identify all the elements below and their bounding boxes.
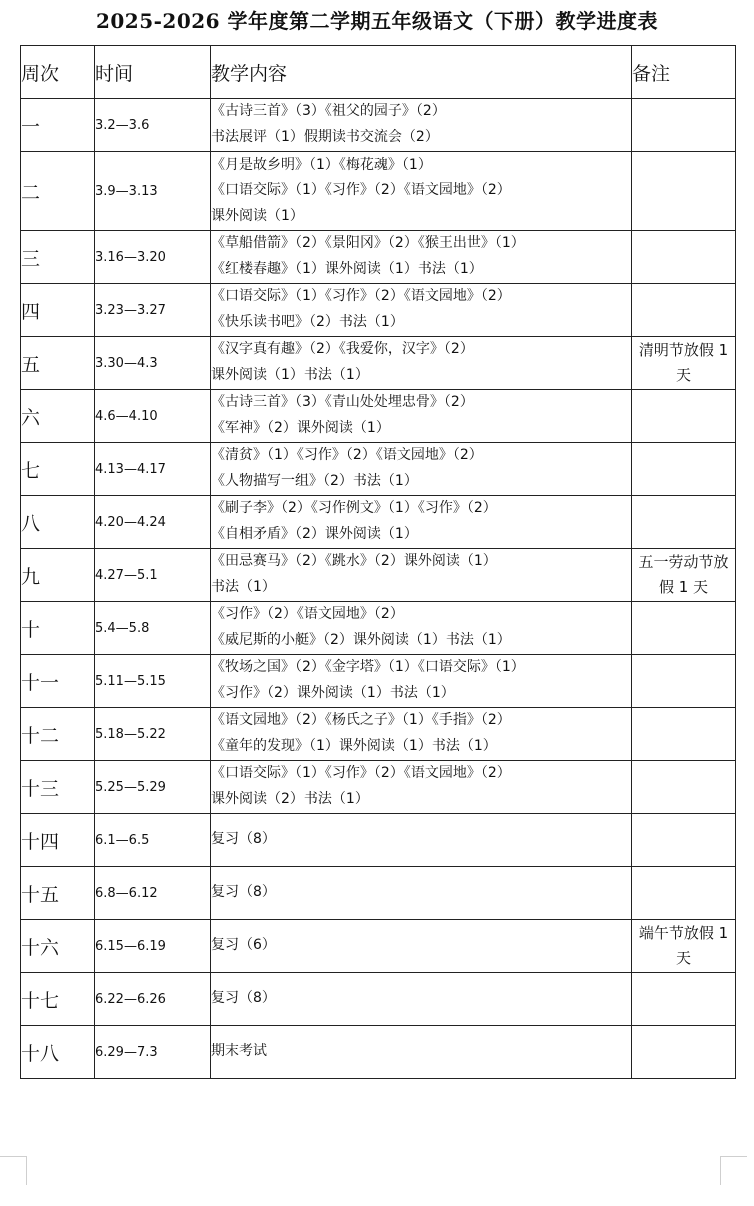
note-cell — [632, 152, 736, 231]
content-line: 《习作》（2）课外阅读（1）书法（1） — [211, 685, 455, 701]
week-cell: 二 — [21, 152, 95, 231]
time-cell: 3.2—3.6 — [95, 99, 211, 152]
time-cell: 3.9—3.13 — [95, 152, 211, 231]
table-row — [21, 655, 736, 708]
week-cell: 六 — [21, 390, 95, 443]
time-cell: 6.1—6.5 — [95, 814, 211, 867]
table-row — [21, 496, 736, 549]
page-title: 2025-2026 学年度第二学期五年级语文（下册）教学进度表 — [95, 9, 659, 33]
content-line: 《汉字真有趣》（2）《我爱你，汉字》（2） — [211, 341, 474, 358]
note-cell: 清明节放假 1 天 — [632, 337, 736, 390]
schedule-table — [20, 45, 736, 1079]
content-line: 《草船借箭》（2）《景阳冈》（2）《猴王出世》（1） — [211, 235, 525, 252]
note-cell — [632, 973, 736, 1026]
page-corner-mark-left — [0, 1156, 27, 1185]
content-line: 《牧场之国》（2）《金字塔》（1）《口语交际》（1） — [211, 659, 525, 676]
week-cell: 十二 — [21, 708, 95, 761]
note-cell — [632, 99, 736, 152]
note-cell — [632, 655, 736, 708]
content-cell — [211, 602, 632, 655]
content-line: 《古诗三首》（3）《青山处处埋忠骨》（2） — [211, 394, 474, 411]
content-line: 《人物描写一组》（2）书法（1） — [211, 473, 418, 489]
content-line: 《快乐读书吧》（2）书法（1） — [211, 314, 404, 330]
content-line: 书法展评（1）假期读书交流会（2） — [211, 129, 439, 145]
content-cell — [211, 708, 632, 761]
table-row — [21, 152, 736, 231]
header-time: 时间 — [95, 46, 211, 99]
content-cell — [211, 284, 632, 337]
table-row — [21, 761, 736, 814]
note-cell — [632, 867, 736, 920]
content-cell — [211, 867, 632, 920]
table-row — [21, 602, 736, 655]
week-cell: 十八 — [21, 1026, 95, 1079]
time-cell: 4.27—5.1 — [95, 549, 211, 602]
table-row — [21, 443, 736, 496]
schedule-body — [21, 99, 736, 1079]
header-note: 备注 — [632, 46, 736, 99]
note-cell — [632, 231, 736, 284]
content-cell — [211, 549, 632, 602]
content-cell — [211, 390, 632, 443]
content-cell — [211, 337, 632, 390]
time-cell: 4.6—4.10 — [95, 390, 211, 443]
table-row — [21, 973, 736, 1026]
content-line: 《口语交际》（1）《习作》（2）《语文园地》（2） — [211, 288, 511, 305]
table-row — [21, 920, 736, 973]
time-cell: 5.11—5.15 — [95, 655, 211, 708]
note-cell — [632, 390, 736, 443]
page-corner-mark-right — [720, 1156, 747, 1185]
content-cell — [211, 152, 632, 231]
content-cell — [211, 920, 632, 973]
week-cell: 一 — [21, 99, 95, 152]
time-cell: 6.29—7.3 — [95, 1026, 211, 1079]
table-row — [21, 390, 736, 443]
content-line: 《红楼春趣》（1）课外阅读（1）书法（1） — [211, 261, 483, 277]
content-cell — [211, 973, 632, 1026]
table-row — [21, 337, 736, 390]
week-cell: 五 — [21, 337, 95, 390]
table-row — [21, 814, 736, 867]
header-content: 教学内容 — [211, 46, 632, 99]
time-cell: 5.25—5.29 — [95, 761, 211, 814]
content-cell — [211, 1026, 632, 1079]
header-week: 周次 — [21, 46, 95, 99]
content-line: 书法（1） — [211, 579, 276, 595]
time-cell: 5.18—5.22 — [95, 708, 211, 761]
time-cell: 6.8—6.12 — [95, 867, 211, 920]
content-line: 课外阅读（2）书法（1） — [211, 791, 369, 807]
time-cell: 4.13—4.17 — [95, 443, 211, 496]
time-cell: 6.22—6.26 — [95, 973, 211, 1026]
content-line: 复习（8） — [211, 831, 276, 848]
week-cell: 三 — [21, 231, 95, 284]
content-line: 课外阅读（1）书法（1） — [211, 367, 369, 383]
time-cell: 6.15—6.19 — [95, 920, 211, 973]
note-cell — [632, 284, 736, 337]
week-cell: 十三 — [21, 761, 95, 814]
content-cell — [211, 99, 632, 152]
content-line: 《口语交际》（1）《习作》（2）《语文园地》（2） — [211, 765, 511, 782]
content-cell — [211, 814, 632, 867]
time-cell: 3.30—4.3 — [95, 337, 211, 390]
content-cell — [211, 655, 632, 708]
note-cell — [632, 443, 736, 496]
week-cell: 七 — [21, 443, 95, 496]
content-line: 《古诗三首》（3）《祖父的园子》（2） — [211, 103, 446, 120]
week-cell: 十四 — [21, 814, 95, 867]
week-cell: 十一 — [21, 655, 95, 708]
table-row — [21, 284, 736, 337]
content-cell — [211, 443, 632, 496]
content-line: 《自相矛盾》（2）课外阅读（1） — [211, 526, 418, 542]
table-row — [21, 708, 736, 761]
week-cell: 四 — [21, 284, 95, 337]
content-line: 复习（8） — [211, 884, 276, 901]
week-cell: 八 — [21, 496, 95, 549]
table-row — [21, 231, 736, 284]
time-cell: 5.4—5.8 — [95, 602, 211, 655]
content-line: 复习（8） — [211, 990, 276, 1007]
content-line: 期末考试 — [211, 1043, 267, 1060]
week-cell: 十五 — [21, 867, 95, 920]
note-cell: 端午节放假 1 天 — [632, 920, 736, 973]
content-cell — [211, 231, 632, 284]
content-line: 课外阅读（1） — [211, 207, 304, 224]
content-line: 《清贫》（1）《习作》（2）《语文园地》（2） — [211, 447, 483, 464]
note-cell — [632, 814, 736, 867]
note-cell — [632, 496, 736, 549]
content-line: 《童年的发现》（1）课外阅读（1）书法（1） — [211, 738, 497, 754]
note-cell — [632, 1026, 736, 1079]
table-row — [21, 1026, 736, 1079]
note-cell — [632, 602, 736, 655]
table-row — [21, 549, 736, 602]
note-cell — [632, 708, 736, 761]
content-cell — [211, 761, 632, 814]
note-cell: 五一劳动节放假 1 天 — [632, 549, 736, 602]
content-line: 复习（6） — [211, 937, 276, 954]
week-cell: 九 — [21, 549, 95, 602]
table-row — [21, 99, 736, 152]
content-line: 《田忌赛马》（2）《跳水》（2）课外阅读（1） — [211, 553, 497, 570]
time-cell: 4.20—4.24 — [95, 496, 211, 549]
week-cell: 十 — [21, 602, 95, 655]
content-line: 《口语交际》（1）《习作》（2）《语文园地》（2） — [211, 182, 511, 199]
content-line: 《军神》（2）课外阅读（1） — [211, 420, 390, 436]
content-line: 《刷子李》（2）《习作例文》（1）《习作》（2） — [211, 500, 497, 517]
content-line: 《习作》（2）《语文园地》（2） — [211, 606, 404, 623]
content-line: 《语文园地》（2）《杨氏之子》（1）《手指》（2） — [211, 712, 511, 729]
note-cell — [632, 761, 736, 814]
content-cell — [211, 496, 632, 549]
content-line: 《威尼斯的小艇》（2）课外阅读（1）书法（1） — [211, 632, 511, 648]
week-cell: 十六 — [21, 920, 95, 973]
time-cell: 3.16—3.20 — [95, 231, 211, 284]
time-cell: 3.23—3.27 — [95, 284, 211, 337]
table-row — [21, 867, 736, 920]
week-cell: 十七 — [21, 973, 95, 1026]
header-row — [21, 46, 736, 99]
content-line: 《月是故乡明》（1）《梅花魂》（1） — [211, 156, 432, 173]
